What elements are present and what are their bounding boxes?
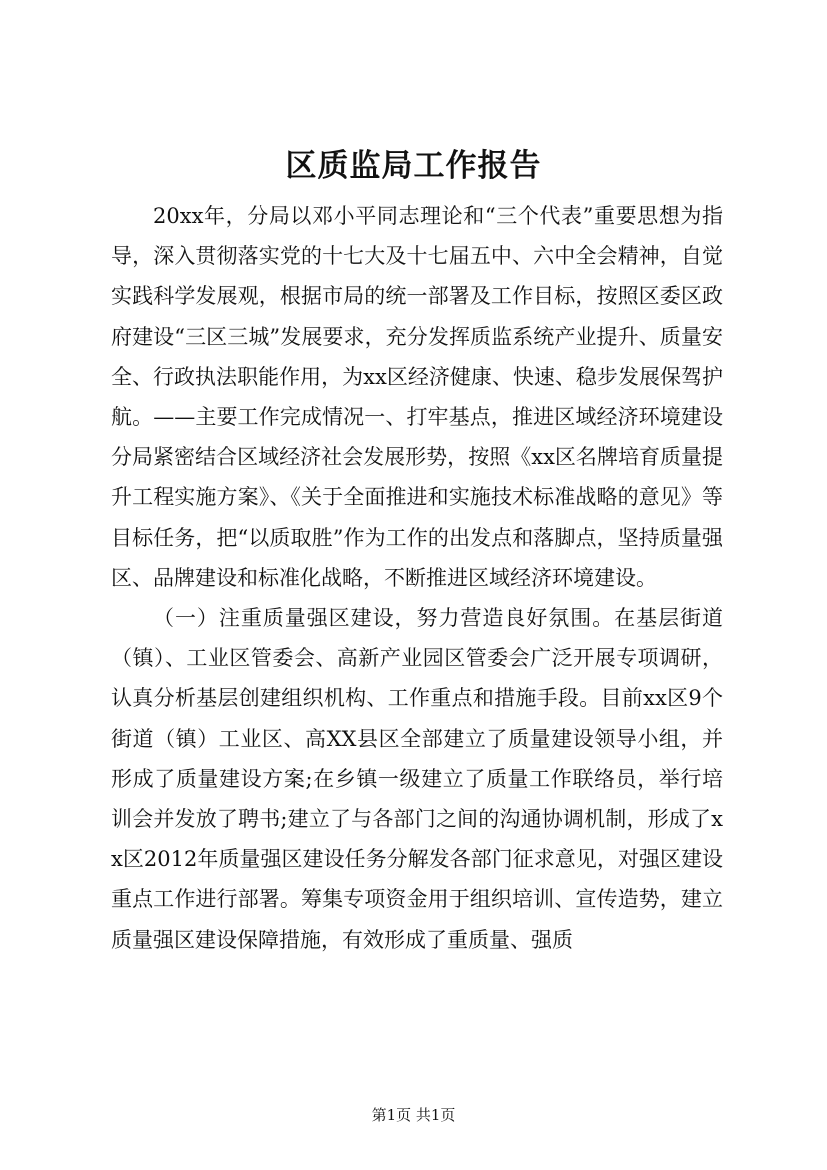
paragraph-2: （一）注重质量强区建设，努力营造良好氛围。在基层街道（镇）、工业区管委会、高新产业园区管委会广泛开展专项调研，认真分析基层创建组织机构、工作重点和措施手段。目前xx区9个街道（镇）工业区、高XX县区全部建立了质量建设领导小组，并形成了质量建设方案;在乡镇一级建立了质量工作联络员，举行培训会并发放了聘书;建立了与各部门之间的沟通协调机制，形成了xx区2012年质量强区建设任务分解发各部门征求意见，对强区建设重点工作进行部署。筹集专项资金用于组织培训、宣传造势，建立质量强区建设保障措施，有效形成了重质量、强质 [111,606,723,952]
document-title: 区质监局工作报告 [285,148,542,184]
document-body [111,196,723,960]
paragraph-1: 20xx年，分局以邓小平同志理论和“三个代表”重要思想为指导，深入贯彻落实党的十七大及十七届五中、六中全会精神，自觉实践科学发展观，根据市局的统一部署及工作目标，按照区委区政府建设“三区三城”发展要求，充分发挥质监系统产业提升、质量安全、行政执法职能作用，为xx区经济健康、快速、稳步发展保驾护航。——主要工作完成情况一、打牢基点，推进区域经济环境建设分局紧密结合区域经济社会发展形势，按照《xx区名牌培育质量提升工程实施方案》、《关于全面推进和实施技术标准战略的意见》等目标任务，把“以质取胜”作为工作的出发点和落脚点，坚持质量强区、品牌建设和标准化战略，不断推进区域经济环境建设。 [111,204,723,590]
page-number-footer: 第1页 共1页 [371,1106,456,1124]
